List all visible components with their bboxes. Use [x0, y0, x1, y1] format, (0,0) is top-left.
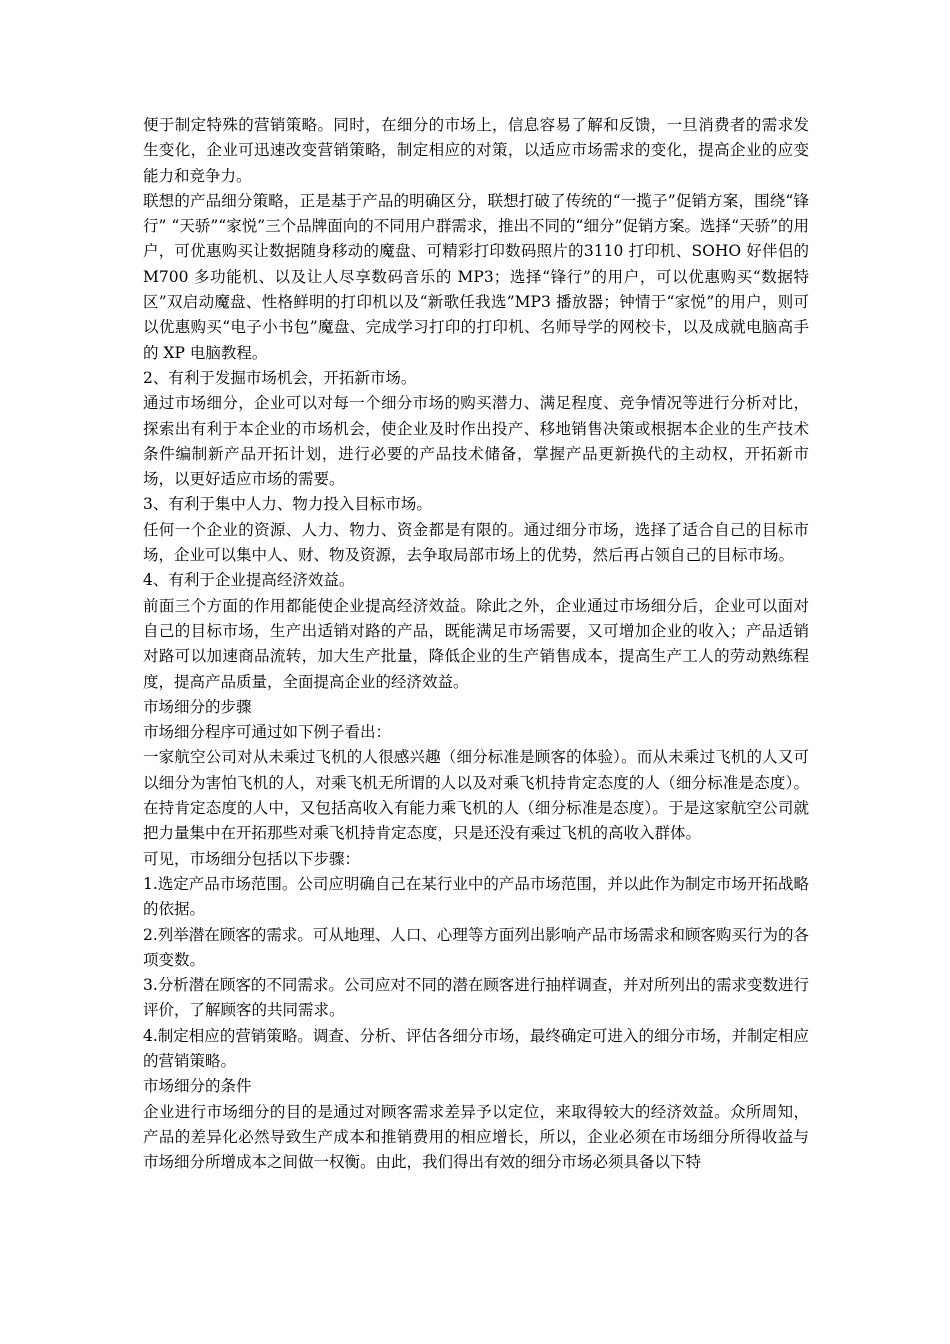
heading-benefit-2: 2、有利于发掘市场机会，开拓新市场。 — [143, 368, 417, 387]
paragraph-steps-summary: 可见，市场细分包括以下步骤： — [143, 849, 361, 868]
paragraph-benefit-4: 前面三个方面的作用都能使企业提高经济效益。除此之外，企业通过市场细分后，企业可以面对自己的目标市场，生产出适销对路的产品，既能满足市场需要，又可增加企业的收入；产品适销对路可以加速商品流转，加大生产批量，降低企业的生产销售成本，提高生产工人的劳动熟练程度，提高产品质量，全面提高企业的经济效益。 — [143, 596, 809, 691]
paragraph-benefit-3: 任何一个企业的资源、人力、物力、资金都是有限的。通过细分市场，选择了适合自己的目标市场，企业可以集中人、财、物及资源，去争取局部市场上的优势，然后再占领自己的目标市场。 — [143, 520, 809, 565]
paragraph-intro-continuation: 便于制定特殊的营销策略。同时，在细分的市场上，信息容易了解和反馈，一旦消费者的需求发生变化，企业可迅速改变营销策略，制定相应的对策，以适应市场需求的变化，提高企业的应变能力和竞争力。 — [143, 116, 809, 185]
section-title-steps: 市场细分的步骤 — [143, 697, 252, 716]
paragraph-lenovo-example: 联想的产品细分策略，正是基于产品的明确区分，联想打破了传统的“一揽子”促销方案，围绕“锋行” “天骄”“家悦”三个品牌面向的不同用户群需求，推出不同的“细分”促销方案。选择“天骄”的用户，可优惠购买让数据随身移动的魔盘、可精彩打印数码照片的3110 打印机、SOHO 好伴侣的 M700 多功能机、以及让人尽享数码音乐的 MP3；选择“锋行”的用户，可以优惠购买“数据特区”双启动魔盘、性格鲜明的打印机以及“新歌任我选”MP3 播放器；钟情于“家悦”的用户，则可以优惠购买“电子小书包”魔盘、完成学习打印的打印机、名师导学的网校卡，以及成就电脑高手的 XP 电脑教程。 — [143, 191, 809, 362]
list-item-step-4: 4.制定相应的营销策略。调查、分析、评估各细分市场，最终确定可进入的细分市场，并制定相应的营销策略。 — [143, 1026, 809, 1070]
heading-benefit-4: 4、有利于企业提高经济效益。 — [143, 571, 355, 590]
paragraph-airline-example: 一家航空公司对从未乘过飞机的人很感兴趣（细分标准是顾客的体验）。而从未乘过飞机的人又可以细分为害怕飞机的人，对乘飞机无所谓的人以及对乘飞机持肯定态度的人（细分标准是态度）。在持肯定态度的人中，又包括高收入有能力乘飞机的人（细分标准是态度）。于是这家航空公司就把力量集中在开拓那些对乘飞机持肯定态度，只是还没有乘过飞机的高收入群体。 — [143, 748, 809, 843]
list-item-step-1: 1.选定产品市场范围。公司应明确自己在某行业中的产品市场范围，并以此作为制定市场开拓战略的依据。 — [143, 874, 809, 919]
paragraph-conditions: 企业进行市场细分的目的是通过对顾客需求差异予以定位，来取得较大的经济效益。众所周知，产品的差异化必然导致生产成本和推销费用的相应增长，所以，企业必须在市场细分所得收益与市场细分所增成本之间做一权衡。由此，我们得出有效的细分市场必须具备以下特 — [143, 1102, 809, 1172]
list-item-step-2: 2.列举潜在顾客的需求。可从地理、人口、心理等方面列出影响产品市场需求和顾客购买行为的各项变数。 — [143, 925, 809, 969]
paragraph-steps-intro: 市场细分程序可通过如下例子看出： — [143, 723, 392, 742]
paragraph-benefit-2: 通过市场细分，企业可以对每一个细分市场的购买潜力、满足程度、竞争情况等进行分析对比，探索出有利于本企业的市场机会，使企业及时作出投产、移地销售决策或根据本企业的生产技术条件编制新产品开拓计划，进行必要的产品技术储备，掌握产品更新换代的主动权，开拓新市场，以更好适应市场的需要。 — [143, 394, 809, 489]
heading-benefit-3: 3、有利于集中人力、物力投入目标市场。 — [143, 495, 432, 514]
section-title-conditions: 市场细分的条件 — [143, 1077, 252, 1096]
list-item-step-3: 3.分析潜在顾客的不同需求。公司应对不同的潜在顾客进行抽样调查，并对所列出的需求变数进行评价，了解顾客的共同需求。 — [143, 976, 809, 1020]
document-page — [143, 113, 809, 1175]
